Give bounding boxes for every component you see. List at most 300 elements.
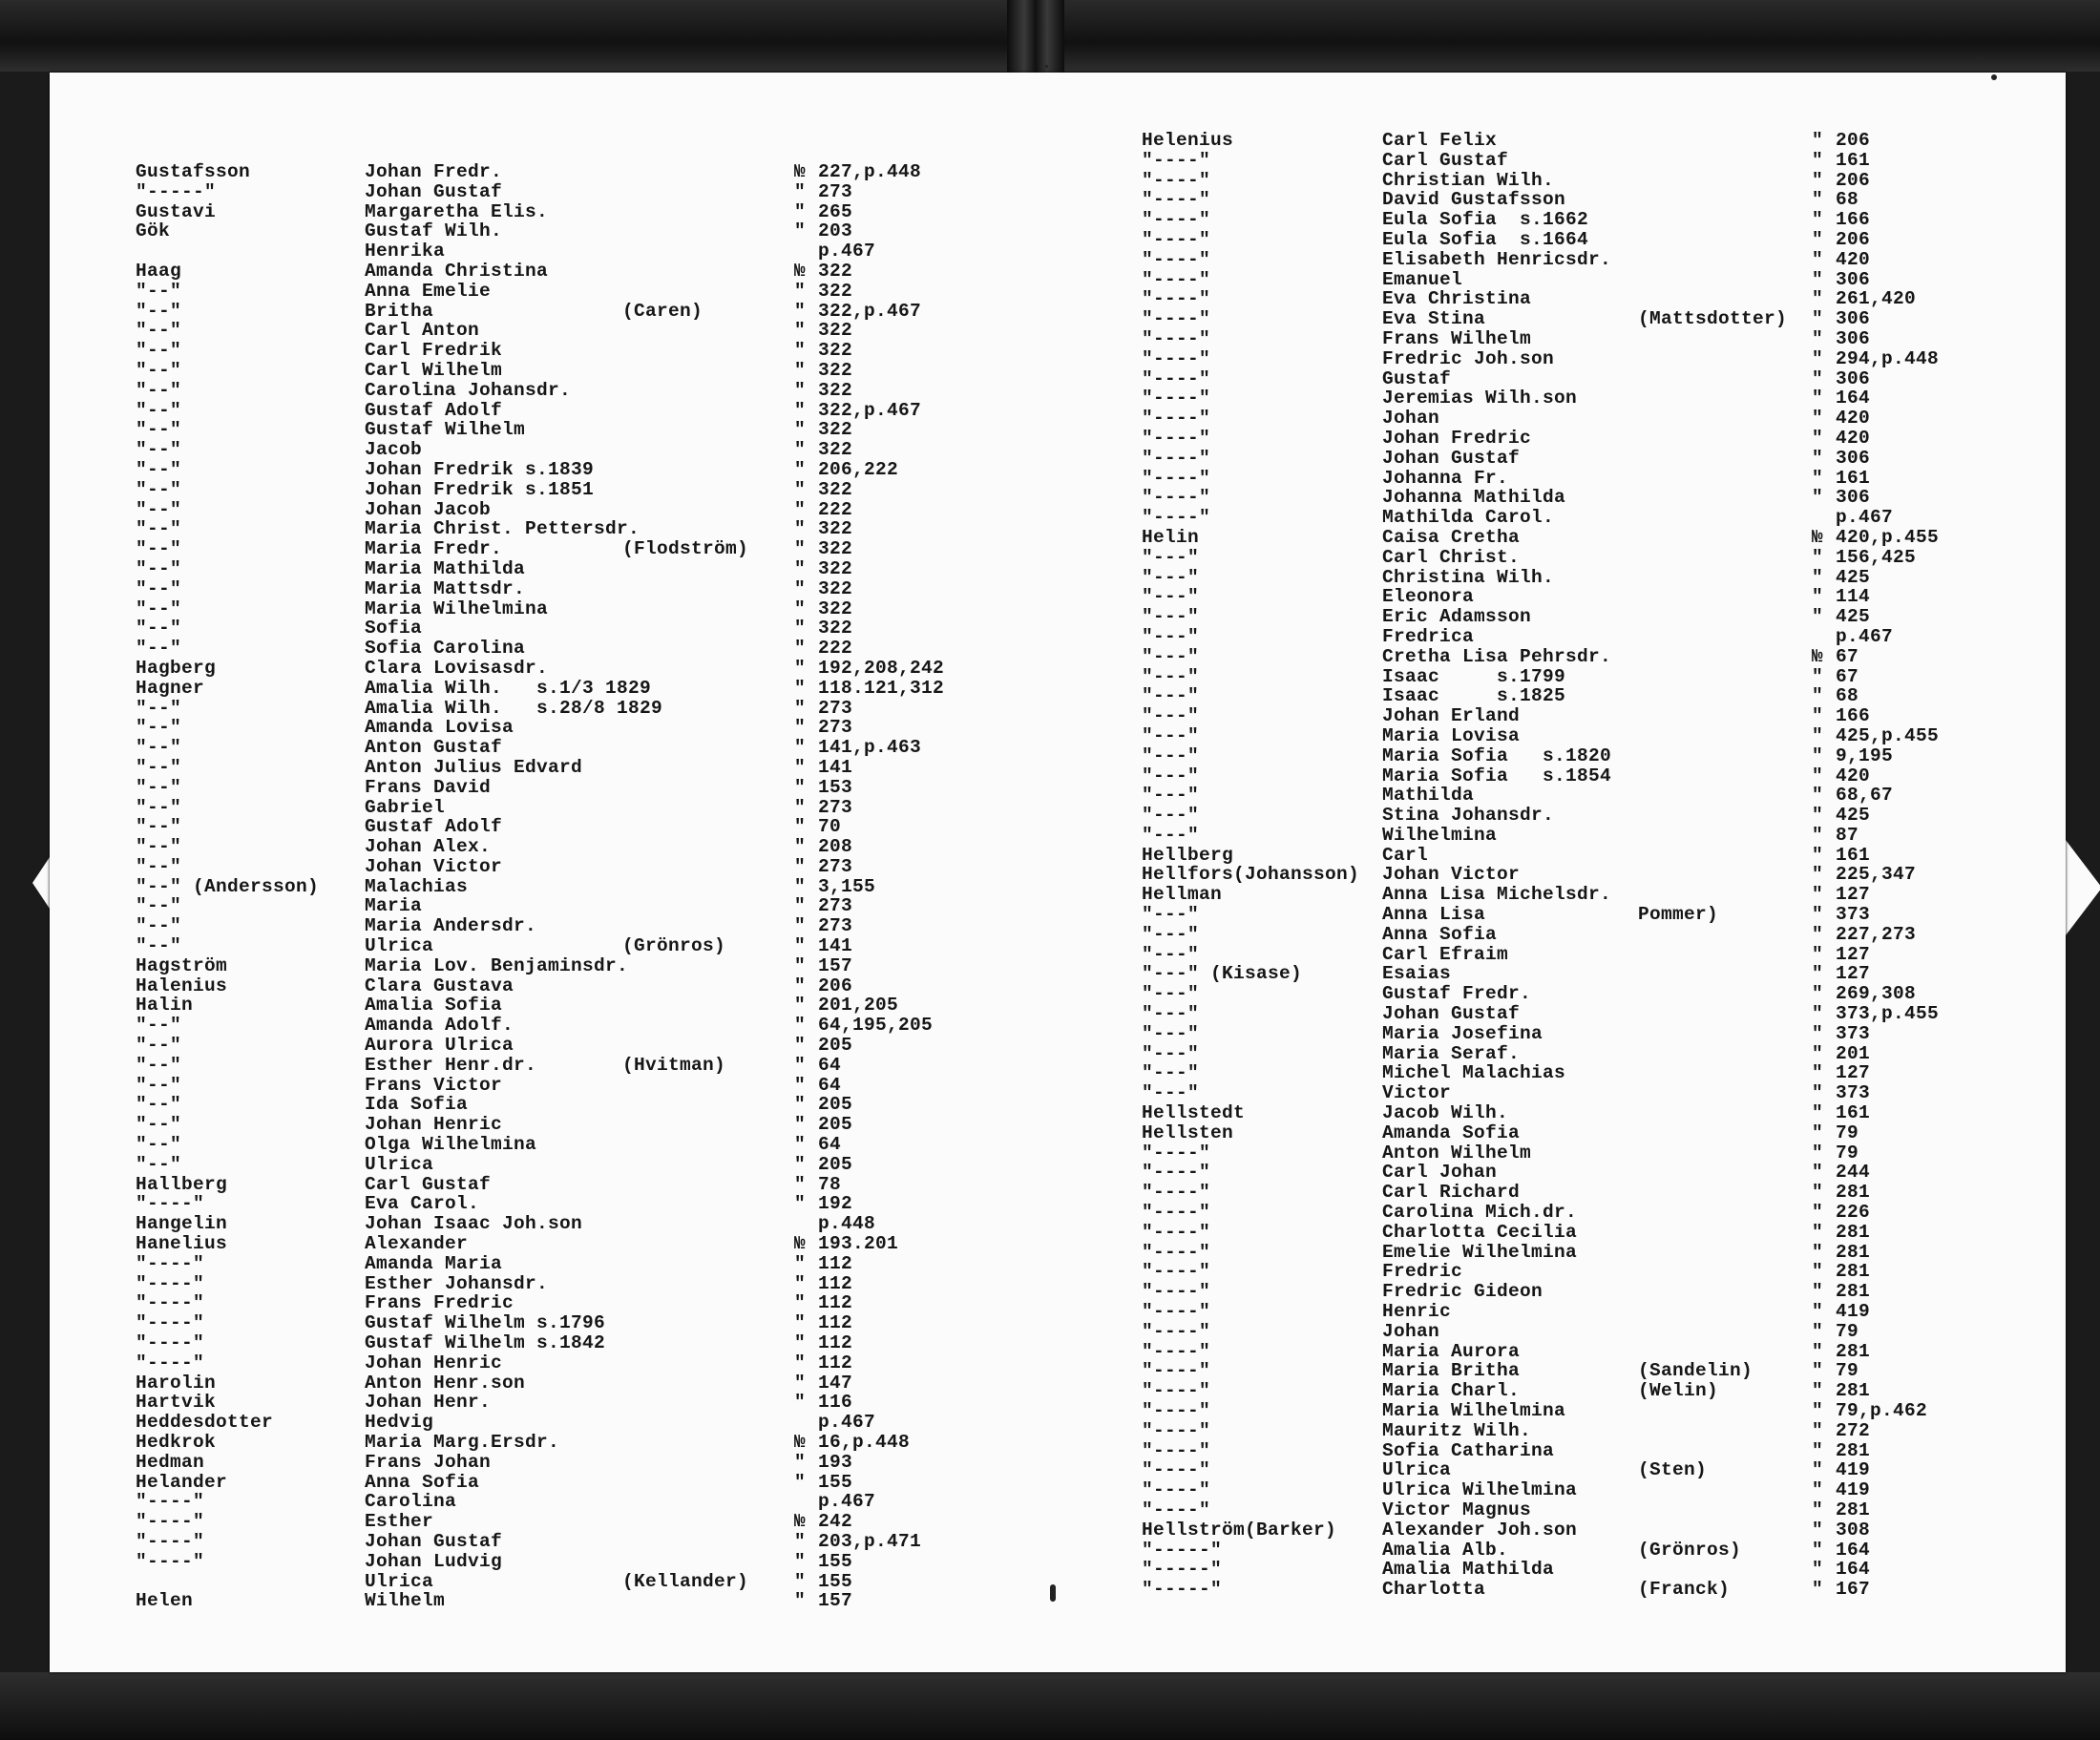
surname: "--" <box>136 597 182 619</box>
index-row <box>136 639 995 659</box>
page-reference: 306 <box>1836 268 1871 290</box>
surname: "--" <box>136 697 182 719</box>
page-reference: 322 <box>818 478 853 500</box>
given-name: Frans Fredric <box>365 1292 514 1314</box>
index-row <box>1142 1282 2001 1302</box>
surname: Gök <box>136 220 171 242</box>
page-reference: 203,p.471 <box>818 1530 922 1552</box>
ditto-mark: " <box>1812 169 1824 191</box>
index-row <box>136 1095 995 1115</box>
page-reference: 242 <box>818 1511 853 1533</box>
index-row <box>136 500 995 520</box>
given-name: Jeremias Wilh.son <box>1382 388 1578 409</box>
surname: "----" <box>1142 1419 1211 1441</box>
index-row <box>1142 806 2001 826</box>
page-reference: 68 <box>1836 189 1859 211</box>
index-row <box>1142 686 2001 706</box>
page-reference: 3,155 <box>818 875 876 897</box>
ditto-mark: " <box>794 518 807 540</box>
surname: "----" <box>1142 1499 1211 1520</box>
ditto-mark: " <box>794 1451 807 1473</box>
surname: "--" <box>136 915 182 937</box>
ditto-mark: " <box>794 300 807 322</box>
given-name: Mauritz Wilh. <box>1382 1419 1532 1441</box>
index-row <box>1142 1480 2001 1500</box>
ditto-mark: " <box>1812 744 1824 766</box>
given-name: Esther Henr.dr. <box>365 1054 537 1076</box>
page-reference: p.467 <box>818 1412 876 1434</box>
index-row <box>1142 1024 2001 1044</box>
ditto-mark: " <box>1812 189 1824 211</box>
index-row <box>136 1194 995 1214</box>
surname: "--" <box>136 1035 182 1057</box>
page-reference: 244 <box>1836 1162 1871 1184</box>
surname: "----" <box>1142 169 1211 191</box>
ditto-mark: " <box>794 340 807 362</box>
given-name: Emanuel <box>1382 268 1463 290</box>
ditto-mark: " <box>1812 248 1824 270</box>
surname: "--" <box>136 1153 182 1175</box>
given-name: Johan Fredr. <box>365 161 503 182</box>
index-row <box>1142 289 2001 309</box>
page-reference: 425 <box>1836 805 1871 827</box>
ditto-mark: " <box>1812 228 1824 250</box>
page-reference: 281 <box>1836 1380 1871 1402</box>
surname: "----" <box>1142 189 1211 211</box>
ditto-mark: " <box>794 855 807 877</box>
surname: "---" <box>1142 765 1200 786</box>
surname: "--" <box>136 498 182 520</box>
page-reference: 420 <box>1836 765 1871 786</box>
surname: Hangelin <box>136 1213 228 1235</box>
given-name: Cretha Lisa Pehrsdr. <box>1382 645 1612 667</box>
given-name: Johan Jacob <box>365 498 492 520</box>
index-row <box>1142 846 2001 866</box>
given-name: Ida Sofia <box>365 1094 469 1116</box>
page-reference: 79 <box>1836 1142 1859 1163</box>
given-name: Caisa Cretha <box>1382 526 1521 548</box>
page-reference: 273 <box>818 796 853 818</box>
surname: "----" <box>1142 308 1211 330</box>
index-row <box>1142 1103 2001 1123</box>
page-reference: 161 <box>1836 149 1871 171</box>
scan-frame-bottom <box>0 1672 2100 1740</box>
given-name: Anna Sofia <box>1382 923 1498 945</box>
page-reference: 306 <box>1836 367 1871 389</box>
index-row <box>1142 647 2001 667</box>
given-name: Sofia <box>365 618 423 639</box>
index-row <box>136 539 995 559</box>
surname: "----" <box>1142 347 1211 369</box>
index-row <box>136 282 995 302</box>
given-name: Johan Gustaf <box>365 1530 503 1552</box>
index-row <box>1142 1004 2001 1024</box>
page-reference: 118.121,312 <box>818 677 945 699</box>
ditto-mark: " <box>1812 1022 1824 1044</box>
surname: Gustavi <box>136 200 217 222</box>
page-reference: 322 <box>818 280 853 302</box>
index-row <box>1142 627 2001 647</box>
page-reference: 64,195,205 <box>818 1015 934 1037</box>
ditto-mark: " <box>794 320 807 342</box>
index-row <box>136 262 995 282</box>
surname: Hagberg <box>136 657 217 679</box>
index-row <box>136 857 995 877</box>
ditto-mark: " <box>1812 1360 1824 1382</box>
given-name: Johan Ludvig <box>365 1550 503 1572</box>
ditto-mark: " <box>1812 1062 1824 1084</box>
page-reference: 161 <box>1836 844 1871 866</box>
given-name: Margaretha Elis. <box>365 200 549 222</box>
surname: "---" <box>1142 645 1200 667</box>
page-reference: 147 <box>818 1372 853 1394</box>
given-name: Mathilda Carol. <box>1382 507 1555 529</box>
surname: "---" (Kisase) <box>1142 963 1303 985</box>
page-reference: 322 <box>818 320 853 342</box>
maiden-name-note: (Kellander) <box>622 1570 749 1592</box>
surname: "----" <box>136 1332 205 1354</box>
ditto-mark: " <box>1812 447 1824 469</box>
given-name: Anton Wilhelm <box>1382 1142 1532 1163</box>
page-reference: 273 <box>818 697 853 719</box>
given-name: Maria Sofia s.1854 <box>1382 765 1612 786</box>
surname: Helin <box>1142 526 1200 548</box>
index-row <box>1142 726 2001 746</box>
index-row <box>136 817 995 837</box>
given-name: Maria Marg.Ersdr. <box>365 1432 560 1453</box>
ditto-mark: " <box>1812 1182 1824 1204</box>
page-reference: 322 <box>818 577 853 599</box>
given-name: Frans David <box>365 776 492 798</box>
page-reference: 157 <box>818 954 853 976</box>
ditto-mark: " <box>1812 347 1824 369</box>
page-reference: 127 <box>1836 884 1871 906</box>
given-name: Eula Sofia s.1664 <box>1382 228 1589 250</box>
index-row <box>1142 1322 2001 1342</box>
surname: "--" <box>136 419 182 441</box>
ditto-mark: " <box>1812 1320 1824 1342</box>
ditto-mark: " <box>1812 685 1824 707</box>
ditto-mark: " <box>794 538 807 560</box>
page-reference: 141 <box>818 935 853 957</box>
maiden-name-note: (Sandelin) <box>1638 1360 1754 1382</box>
page-reference: 281 <box>1836 1241 1871 1263</box>
index-row <box>136 659 995 679</box>
page-reference: 322,p.467 <box>818 399 922 421</box>
page-reference: 79,p.462 <box>1836 1400 1928 1421</box>
maiden-name-note: (Flodström) <box>622 538 749 560</box>
given-name: Henric <box>1382 1301 1452 1323</box>
given-name: Carolina <box>365 1491 457 1513</box>
ditto-mark: " <box>1812 1579 1824 1601</box>
ditto-mark: " <box>794 439 807 461</box>
ditto-mark: " <box>1812 923 1824 945</box>
given-name: Maria Mathilda <box>365 557 526 579</box>
given-name: Amalia Alb. <box>1382 1539 1509 1561</box>
page-reference: 114 <box>1836 586 1871 608</box>
page-reference: 281 <box>1836 1340 1871 1362</box>
surname: "---" <box>1142 943 1200 965</box>
given-name: Johan Erland <box>1382 705 1521 727</box>
index-row <box>136 976 995 996</box>
surname: Hellstedt <box>1142 1102 1246 1124</box>
surname: "----" <box>1142 268 1211 290</box>
surname: "---" <box>1142 923 1200 945</box>
given-name: Amanda Maria <box>365 1252 503 1274</box>
given-name: Johan Henric <box>365 1114 503 1136</box>
surname: "--" <box>136 458 182 480</box>
page-reference: 225,347 <box>1836 864 1917 886</box>
surname: "-----" <box>136 180 217 202</box>
page-reference: 373 <box>1836 1082 1871 1104</box>
given-name: Carl Fredrik <box>365 340 503 362</box>
page-reference: 322 <box>818 340 853 362</box>
given-name: Carl Johan <box>1382 1162 1498 1184</box>
page-reference: 206,222 <box>818 458 899 480</box>
ditto-mark: " <box>1812 408 1824 430</box>
page-reference: 203 <box>818 220 853 242</box>
surname: "--" <box>136 439 182 461</box>
index-row <box>1142 706 2001 726</box>
given-name: Victor <box>1382 1082 1452 1104</box>
page-reference: 322 <box>818 538 853 560</box>
page-reference: 164 <box>1836 388 1871 409</box>
index-row <box>1142 1302 2001 1322</box>
ditto-mark: " <box>1812 705 1824 727</box>
given-name: Maria Christ. Pettersdr. <box>365 518 640 540</box>
surname: "---" <box>1142 805 1200 827</box>
ditto-mark: № <box>794 1233 807 1255</box>
page-reference: 116 <box>818 1392 853 1414</box>
surname: "----" <box>1142 1380 1211 1402</box>
ditto-mark: " <box>1812 1042 1824 1064</box>
given-name: Johanna Fr. <box>1382 467 1509 489</box>
index-row <box>136 1373 995 1394</box>
index-row <box>1142 945 2001 965</box>
ditto-mark: " <box>794 915 807 937</box>
ditto-mark: " <box>1812 1003 1824 1025</box>
page-reference: 273 <box>818 180 853 202</box>
given-name: Johan Henric <box>365 1352 503 1373</box>
index-row <box>136 321 995 341</box>
index-row <box>136 798 995 818</box>
surname: "----" <box>1142 209 1211 231</box>
given-name: Esther <box>365 1511 434 1533</box>
surname: "----" <box>136 1292 205 1314</box>
surname: "----" <box>1142 447 1211 469</box>
index-row <box>136 1333 995 1353</box>
given-name: Maria Andersdr. <box>365 915 537 937</box>
given-name: Clara Lovisasdr. <box>365 657 549 679</box>
page-reference: 419 <box>1836 1479 1871 1501</box>
given-name: Jacob Wilh. <box>1382 1102 1509 1124</box>
ditto-mark: " <box>1812 1281 1824 1303</box>
ditto-mark: " <box>794 280 807 302</box>
given-name: Ulrica <box>1382 1459 1452 1481</box>
ditto-mark: " <box>794 995 807 1017</box>
page-reference: 226 <box>1836 1202 1871 1224</box>
surname: Halin <box>136 995 194 1017</box>
index-row <box>1142 131 2001 151</box>
index-row <box>136 679 995 699</box>
surname: Harolin <box>136 1372 217 1394</box>
index-row <box>136 1214 995 1234</box>
ditto-mark: " <box>1812 1202 1824 1224</box>
given-name: Gustaf Adolf <box>365 399 503 421</box>
page-reference: 112 <box>818 1272 853 1294</box>
ditto-mark: " <box>1812 388 1824 409</box>
surname: Hartvik <box>136 1392 217 1414</box>
given-name: Johan Gustaf <box>1382 1003 1521 1025</box>
maiden-name-note: (Caren) <box>622 300 704 322</box>
page-reference: 425 <box>1836 606 1871 628</box>
index-row <box>136 1036 995 1056</box>
index-row <box>136 1473 995 1493</box>
surname: "--" <box>136 717 182 739</box>
surname: "--" <box>136 1054 182 1076</box>
given-name: Carl <box>1382 844 1429 866</box>
surname: "----" <box>1142 327 1211 349</box>
page-reference: 112 <box>818 1352 853 1373</box>
given-name: Carl Anton <box>365 320 480 342</box>
index-row <box>1142 568 2001 588</box>
page-reference: 112 <box>818 1312 853 1334</box>
given-name: Maria Josefina <box>1382 1022 1544 1044</box>
surname: "----" <box>136 1352 205 1373</box>
index-row <box>136 956 995 976</box>
index-row <box>1142 1500 2001 1520</box>
given-name: Johanna Mathilda <box>1382 487 1566 509</box>
index-row <box>136 618 995 639</box>
ditto-mark: " <box>1812 566 1824 588</box>
surname: "--" <box>136 1074 182 1096</box>
surname: "----" <box>136 1252 205 1274</box>
ditto-mark: " <box>794 935 807 957</box>
page-reference: 64 <box>818 1134 842 1156</box>
ditto-mark: " <box>794 954 807 976</box>
given-name: Fredric <box>1382 1261 1463 1283</box>
ditto-mark: " <box>1812 1142 1824 1163</box>
page-reference: 193 <box>818 1451 853 1473</box>
given-name: Malachias <box>365 875 469 897</box>
page-reference: 322 <box>818 419 853 441</box>
given-name: Michel Malachias <box>1382 1062 1566 1084</box>
ditto-mark: " <box>794 875 807 897</box>
surname: "---" <box>1142 1082 1200 1104</box>
page-reference: 281 <box>1836 1439 1871 1461</box>
ditto-mark: " <box>1812 1380 1824 1402</box>
ditto-mark: " <box>794 895 807 917</box>
ditto-mark: " <box>1812 943 1824 965</box>
ditto-mark: " <box>794 597 807 619</box>
given-name: Isaac s.1825 <box>1382 685 1566 707</box>
index-row <box>1142 1083 2001 1103</box>
index-row <box>136 1115 995 1135</box>
given-name: Eva Christina <box>1382 288 1532 310</box>
given-name: Maria Lov. Benjaminsdr. <box>365 954 629 976</box>
ditto-mark: " <box>794 1352 807 1373</box>
page-reference: 205 <box>818 1094 853 1116</box>
page-reference: 322 <box>818 439 853 461</box>
ditto-mark: № <box>794 1432 807 1453</box>
index-row <box>1142 1063 2001 1083</box>
page-reference: 322 <box>818 518 853 540</box>
ditto-mark: " <box>794 1074 807 1096</box>
given-name: Hedvig <box>365 1412 434 1434</box>
page-reference: 222 <box>818 638 853 660</box>
page-edge-right <box>2066 840 2100 935</box>
surname: "----" <box>1142 1439 1211 1461</box>
ditto-mark: " <box>1812 308 1824 330</box>
index-row <box>136 341 995 361</box>
page-reference: 192,208,242 <box>818 657 945 679</box>
surname: "-----" <box>1142 1539 1223 1561</box>
given-name: Anton Henr.son <box>365 1372 526 1394</box>
surname: "----" <box>1142 1202 1211 1224</box>
given-name: Carl Gustaf <box>1382 149 1509 171</box>
index-row <box>1142 270 2001 290</box>
page-reference: 306 <box>1836 308 1871 330</box>
index-row <box>136 1155 995 1175</box>
ditto-mark: " <box>794 200 807 222</box>
index-row <box>136 1433 995 1453</box>
index-row <box>1142 409 2001 429</box>
index-row <box>1142 508 2001 528</box>
given-name: Maria Seraf. <box>1382 1042 1521 1064</box>
ditto-mark: " <box>1812 724 1824 746</box>
surname: "---" <box>1142 785 1200 807</box>
page-reference: 373 <box>1836 1022 1871 1044</box>
maiden-name-note: (Hvitman) <box>622 1054 726 1076</box>
given-name: Carl Felix <box>1382 130 1498 151</box>
given-name: Johan Henr. <box>365 1392 492 1414</box>
given-name: Olga Wilhelmina <box>365 1134 537 1156</box>
surname: "----" <box>136 1511 205 1533</box>
ditto-mark: " <box>1812 1419 1824 1441</box>
page-reference: 67 <box>1836 645 1859 667</box>
ditto-mark: " <box>1812 130 1824 151</box>
ditto-mark: " <box>1812 467 1824 489</box>
surname: Hallberg <box>136 1173 228 1195</box>
page-reference: 166 <box>1836 705 1871 727</box>
maiden-name-note: (Sten) <box>1638 1459 1708 1481</box>
ditto-mark: " <box>1812 1499 1824 1520</box>
given-name: Christian Wilh. <box>1382 169 1555 191</box>
surname: "--" <box>136 816 182 838</box>
surname: "---" <box>1142 705 1200 727</box>
ditto-mark: " <box>794 975 807 996</box>
surname: "---" <box>1142 1003 1200 1025</box>
given-name: Emelie Wilhelmina <box>1382 1241 1578 1263</box>
given-name: Stina Johansdr. <box>1382 805 1555 827</box>
page-reference: 79 <box>1836 1122 1859 1143</box>
index-row <box>1142 1460 2001 1480</box>
page-reference: 425,p.455 <box>1836 724 1940 746</box>
surname: "----" <box>1142 1320 1211 1342</box>
surname: "---" <box>1142 1022 1200 1044</box>
surname: "----" <box>1142 408 1211 430</box>
given-name: Maria <box>365 895 423 917</box>
given-name: Elisabeth Henricsdr. <box>1382 248 1612 270</box>
ink-speck <box>1045 65 1048 68</box>
given-name: David Gustafsson <box>1382 189 1566 211</box>
surname: Hellfors(Johansson) <box>1142 864 1360 886</box>
surname: Hellström(Barker) <box>1142 1519 1337 1541</box>
ditto-mark: " <box>1812 1241 1824 1263</box>
given-name: Amanda Adolf. <box>365 1015 514 1037</box>
given-name: Johan Fredrik s.1839 <box>365 458 595 480</box>
page-reference: 419 <box>1836 1459 1871 1481</box>
